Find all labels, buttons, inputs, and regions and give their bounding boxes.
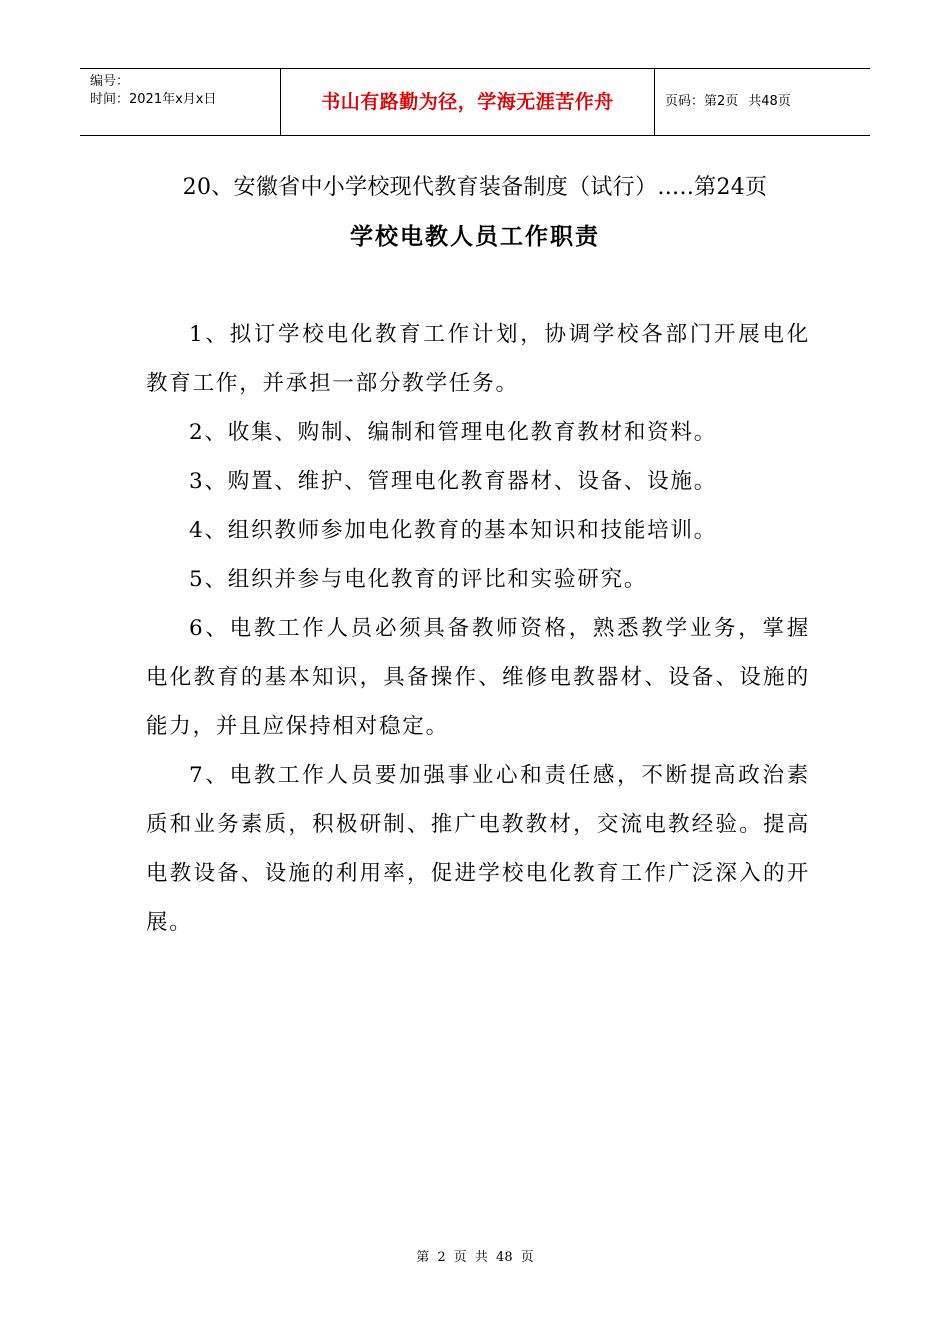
- header-motto-cell: [281, 69, 655, 135]
- number-label: 编号：: [90, 74, 130, 89]
- pager-row: [665, 93, 870, 111]
- page-footer: 第 2 页 共 48 页: [416, 1250, 534, 1265]
- document-body: [146, 310, 810, 947]
- duty-item-1: 1、拟订学校电化教育工作计划，协调学校各部门开展电化教育工作，并承担一部分教学任务。: [146, 322, 810, 396]
- motto-text: 书山有路勤为径，学海无涯苦作舟: [321, 91, 614, 113]
- duty-item-6: 6、电教工作人员必须具备教师资格，熟悉教学业务，掌握电化教育的基本知识，具备操作、维修电教器材、设备、设施的能力，并且应保持相对稳定。: [146, 616, 810, 739]
- duty-item-2: 2、收集、购制、编制和管理电化教育教材和资料。: [189, 420, 718, 445]
- duty-item-4: 4、组织教师参加电化教育的基本知识和技能培训。: [189, 518, 718, 543]
- time-label: 时间：2021年x月x日: [90, 92, 217, 107]
- toc-entry: 20、安徽省中小学校现代教育装备制度（试行）…..第24页: [182, 175, 768, 200]
- total-pages-label: 共48页: [748, 94, 791, 109]
- page-header: [80, 68, 870, 136]
- page-label: 页码：第2页: [665, 94, 739, 109]
- duty-item-5: 5、组织并参与电化教育的评比和实验研究。: [189, 567, 648, 592]
- header-pager: [655, 69, 870, 135]
- header-meta: [80, 69, 281, 135]
- duty-item-3: 3、购置、维护、管理电化教育器材、设备、设施。: [189, 469, 718, 494]
- duty-item-7: 7、电教工作人员要加强事业心和责任感，不断提高政治素质和业务素质，积极研制、推广电教教材，交流电教经验。提高电教设备、设施的利用率，促进学校电化教育工作广泛深入的开展。: [146, 763, 810, 935]
- document-title: 学校电教人员工作职责: [350, 224, 600, 250]
